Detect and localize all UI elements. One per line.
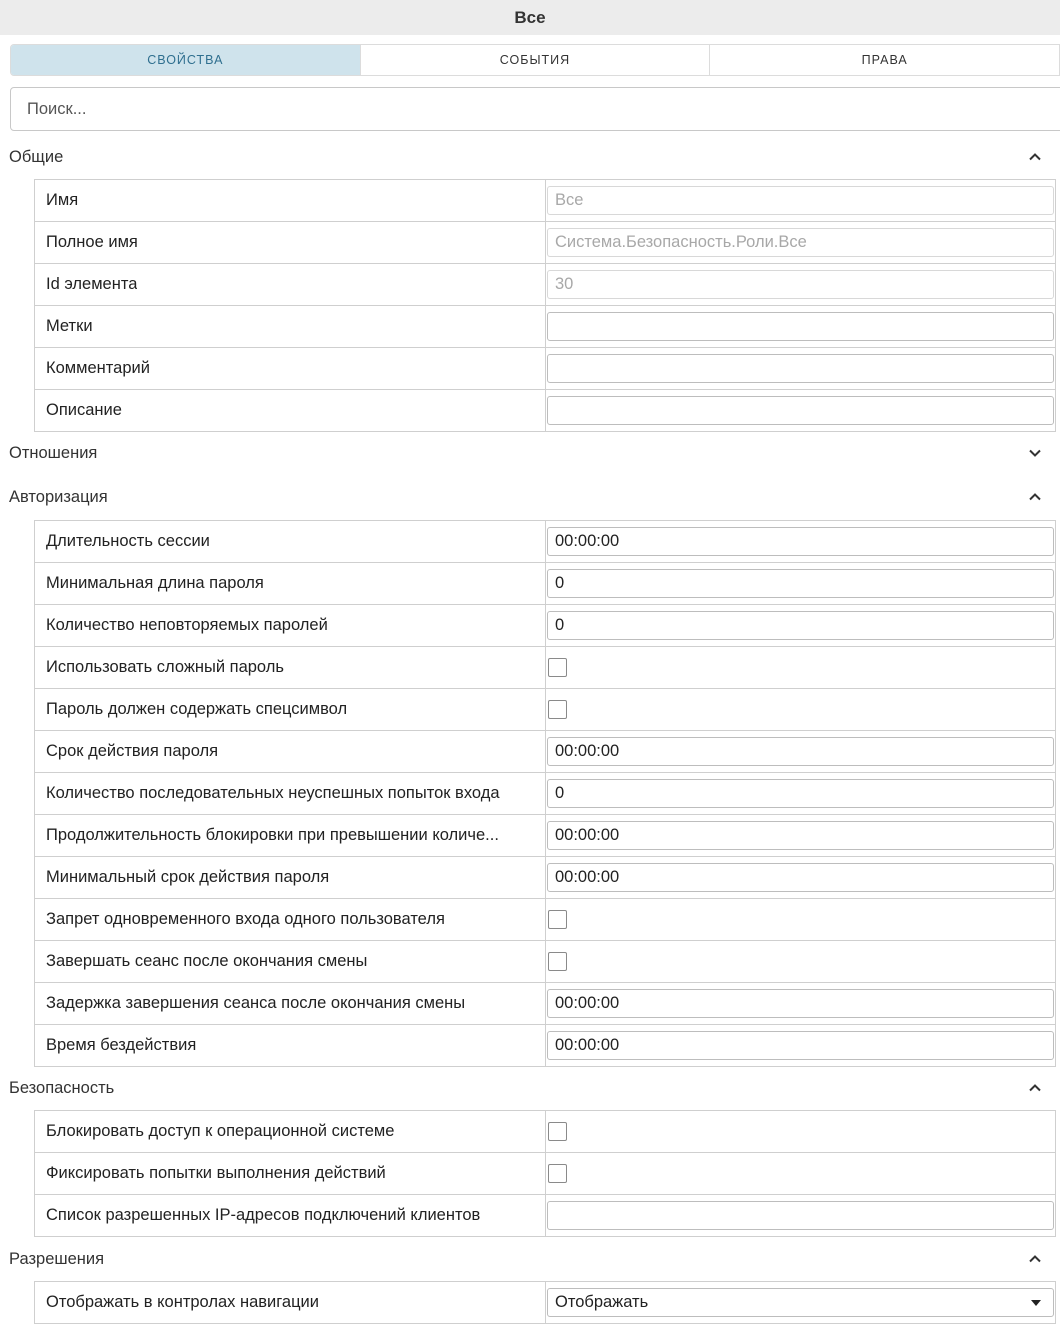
property-label-cell — [35, 647, 546, 688]
section-header-relations[interactable] — [0, 433, 1060, 473]
property-input[interactable] — [547, 396, 1054, 425]
property-value-cell — [546, 941, 1055, 982]
chevron-up-icon[interactable] — [1026, 1079, 1044, 1097]
property-value-cell — [546, 899, 1055, 940]
property-label: Срок действия пароля — [46, 742, 219, 760]
property-value-cell — [546, 222, 1055, 263]
property-value-cell — [546, 390, 1055, 431]
property-row — [35, 348, 1055, 390]
section-title-general: Общие — [9, 147, 64, 166]
property-label: Использовать сложный пароль — [46, 658, 284, 676]
property-value-cell — [546, 1153, 1055, 1194]
property-label-cell — [35, 306, 546, 347]
section-title-auth: Авторизация — [9, 487, 108, 506]
property-value-cell — [546, 180, 1055, 221]
property-value-cell — [546, 731, 1055, 772]
property-label-cell — [35, 1025, 546, 1066]
property-label-cell — [35, 773, 546, 814]
property-label-cell — [35, 857, 546, 898]
property-label-cell — [35, 1153, 546, 1194]
property-input[interactable]: 00:00:00 — [547, 863, 1054, 892]
property-input[interactable]: 00:00:00 — [547, 737, 1054, 766]
tab-rights[interactable]: ПРАВА — [709, 45, 1059, 75]
property-label-cell — [35, 348, 546, 389]
property-label-cell — [35, 983, 546, 1024]
section-header-general[interactable] — [0, 137, 1060, 177]
chevron-down-icon[interactable] — [1026, 444, 1044, 462]
chevron-up-icon[interactable] — [1026, 1250, 1044, 1268]
property-input[interactable]: 00:00:00 — [547, 989, 1054, 1018]
dropdown-caret-icon[interactable] — [1031, 1300, 1041, 1306]
tab-properties[interactable]: СВОЙСТВА — [11, 45, 360, 75]
property-row — [35, 815, 1055, 857]
property-label-cell — [35, 605, 546, 646]
property-readonly-field: Система.Безопасность.Роли.Все — [547, 228, 1054, 257]
property-value-cell — [546, 1282, 1055, 1323]
property-label: Задержка завершения сеанса после окончания смены — [46, 994, 466, 1012]
property-select[interactable] — [547, 1288, 1054, 1317]
property-value-cell — [546, 306, 1055, 347]
property-value-cell — [546, 1195, 1055, 1236]
property-value-cell — [546, 773, 1055, 814]
property-row — [35, 1195, 1055, 1237]
property-label: Блокировать доступ к операционной системе — [46, 1122, 395, 1140]
property-label-cell — [35, 521, 546, 562]
property-row — [35, 647, 1055, 689]
property-checkbox[interactable] — [548, 910, 567, 929]
property-label: Завершать сеанс после окончания смены — [46, 952, 368, 970]
property-row — [35, 689, 1055, 731]
property-label: Список разрешенных IP-адресов подключений клиентов — [46, 1206, 481, 1224]
section-title-security: Безопасность — [9, 1078, 115, 1097]
property-value-cell — [546, 983, 1055, 1024]
property-checkbox[interactable] — [548, 658, 567, 677]
property-label: Фиксировать попытки выполнения действий — [46, 1164, 386, 1182]
property-input[interactable]: 00:00:00 — [547, 1031, 1054, 1060]
property-input[interactable] — [547, 1201, 1054, 1230]
property-label-cell — [35, 1111, 546, 1152]
property-row — [35, 563, 1055, 605]
property-value-cell — [546, 689, 1055, 730]
property-value-cell — [546, 1025, 1055, 1066]
property-label: Количество неповторяемых паролей — [46, 616, 328, 634]
properties-table-auth — [34, 520, 1056, 1067]
property-label: Время бездействия — [46, 1036, 197, 1054]
tab-events[interactable]: СОБЫТИЯ — [360, 45, 710, 75]
property-readonly-field: Все — [547, 186, 1054, 215]
property-label: Запрет одновременного входа одного пользователя — [46, 910, 445, 928]
property-row — [35, 899, 1055, 941]
property-label: Полное имя — [46, 233, 138, 251]
property-value-cell — [546, 815, 1055, 856]
properties-table-general — [34, 179, 1056, 432]
property-checkbox[interactable] — [548, 700, 567, 719]
property-row — [35, 1282, 1055, 1324]
property-label: Отображать в контролах навигации — [46, 1293, 319, 1311]
property-label: Описание — [46, 401, 122, 419]
property-row — [35, 1111, 1055, 1153]
property-row — [35, 731, 1055, 773]
property-checkbox[interactable] — [548, 952, 567, 971]
property-label: Количество последовательных неуспешных попыток входа — [46, 784, 500, 802]
search-input[interactable] — [10, 87, 1060, 131]
property-value-cell — [546, 348, 1055, 389]
property-label-cell — [35, 180, 546, 221]
property-label-cell — [35, 264, 546, 305]
property-label-cell — [35, 899, 546, 940]
property-input[interactable]: 0 — [547, 779, 1054, 808]
property-label-cell — [35, 815, 546, 856]
property-label: Продолжительность блокировки при превышении количе... — [46, 826, 499, 844]
property-label: Пароль должен содержать спецсимвол — [46, 700, 348, 718]
property-checkbox[interactable] — [548, 1122, 567, 1141]
property-row — [35, 306, 1055, 348]
property-input[interactable]: 00:00:00 — [547, 527, 1054, 556]
property-value-cell — [546, 1111, 1055, 1152]
properties-table-permissions — [34, 1281, 1056, 1324]
section-header-auth[interactable] — [0, 477, 1060, 517]
window-title: Все — [0, 0, 1060, 35]
property-label: Минимальный срок действия пароля — [46, 868, 330, 886]
property-input[interactable]: 0 — [547, 569, 1054, 598]
property-row — [35, 1153, 1055, 1195]
property-value-cell — [546, 521, 1055, 562]
section-title-permissions: Разрешения — [9, 1249, 105, 1268]
tab-bar — [10, 44, 1060, 76]
property-row — [35, 1025, 1055, 1067]
property-checkbox[interactable] — [548, 1164, 567, 1183]
section-header-permissions[interactable] — [0, 1239, 1060, 1279]
property-input[interactable] — [547, 354, 1054, 383]
property-label: Метки — [46, 317, 93, 335]
property-input[interactable] — [547, 312, 1054, 341]
property-row — [35, 773, 1055, 815]
property-label: Id элемента — [46, 275, 138, 293]
property-input[interactable]: 0 — [547, 611, 1054, 640]
property-label-cell — [35, 563, 546, 604]
property-row — [35, 222, 1055, 264]
property-label-cell — [35, 390, 546, 431]
property-label: Комментарий — [46, 359, 150, 377]
property-label-cell — [35, 941, 546, 982]
chevron-up-icon[interactable] — [1026, 148, 1044, 166]
property-label-cell — [35, 1282, 546, 1323]
property-label-cell — [35, 1195, 546, 1236]
property-label: Минимальная длина пароля — [46, 574, 264, 592]
property-row — [35, 857, 1055, 899]
property-value-cell — [546, 605, 1055, 646]
property-label-cell — [35, 222, 546, 263]
property-readonly-field: 30 — [547, 270, 1054, 299]
property-row — [35, 264, 1055, 306]
property-label-cell — [35, 731, 546, 772]
property-label: Имя — [46, 191, 79, 209]
property-value-cell — [546, 647, 1055, 688]
select-value: Отображать — [555, 1293, 649, 1311]
property-label: Длительность сессии — [46, 532, 210, 550]
property-value-cell — [546, 857, 1055, 898]
section-header-security[interactable] — [0, 1068, 1060, 1108]
property-value-cell — [546, 264, 1055, 305]
property-row — [35, 521, 1055, 563]
property-input[interactable]: 00:00:00 — [547, 821, 1054, 850]
property-row — [35, 180, 1055, 222]
property-row — [35, 941, 1055, 983]
property-row — [35, 390, 1055, 432]
properties-table-security — [34, 1110, 1056, 1237]
property-value-cell — [546, 563, 1055, 604]
property-row — [35, 605, 1055, 647]
chevron-up-icon[interactable] — [1026, 488, 1044, 506]
section-title-relations: Отношения — [9, 443, 98, 462]
property-label-cell — [35, 689, 546, 730]
property-row — [35, 983, 1055, 1025]
